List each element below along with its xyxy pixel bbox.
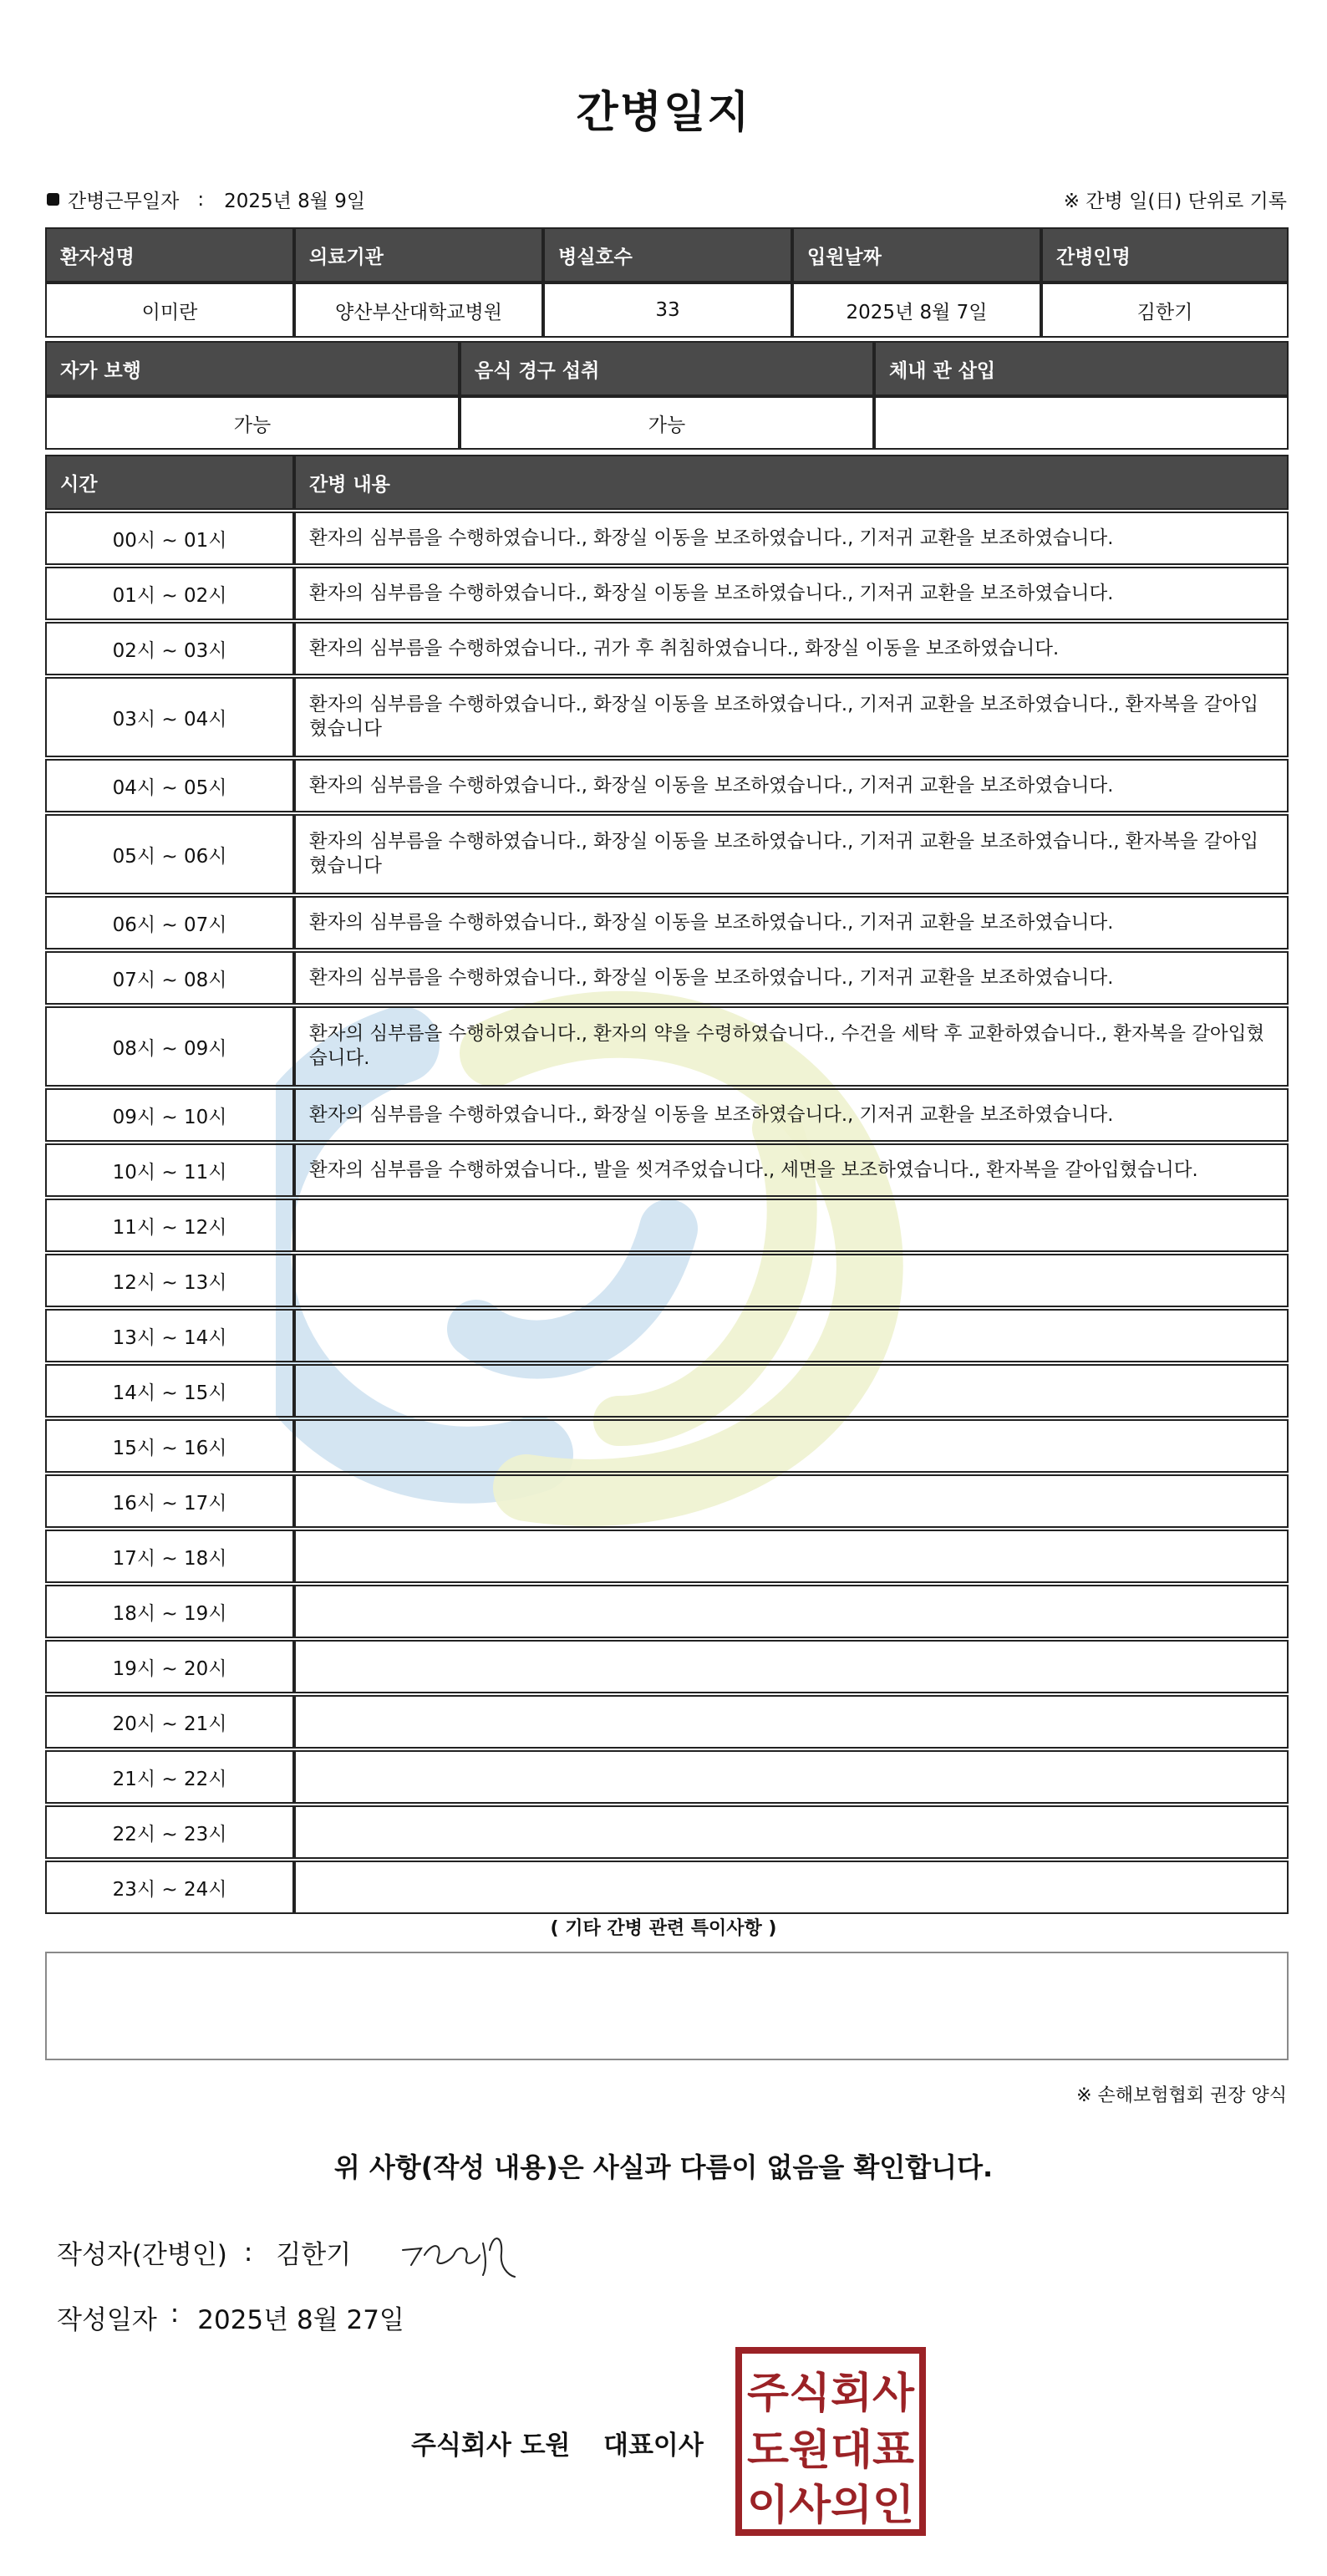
writer-name: 김한기 [276,2240,352,2270]
log-row [45,896,1289,949]
log-header-content: 간병 내용 [294,455,1289,510]
room-number: 33 [543,283,792,338]
log-content: 환자의 심부름을 수행하였습니다., 화장실 이동을 보조하였습니다., 기저귀 교환을 보조하였습니다., 환자복을 갈아입혔습니다 [294,814,1289,894]
log-time: 09시 ~ 10시 [45,1088,294,1142]
status-header-cell: 음식 경구 섭취 [460,341,874,396]
status-header-row [45,341,1289,396]
log-content: 환자의 심부름을 수행하였습니다., 환자의 약을 수령하였습니다., 수건을 세탁 후 교환하였습니다., 환자복을 갈아입혔습니다. [294,1006,1289,1087]
svg-text:이사의인: 이사의인 [747,2481,914,2529]
log-time: 16시 ~ 17시 [45,1474,294,1528]
log-row [45,1805,1289,1859]
log-content [294,1640,1289,1693]
work-date-value: 2025년 8월 9일 [224,191,366,212]
log-time: 07시 ~ 08시 [45,951,294,1005]
log-time: 04시 ~ 05시 [45,759,294,812]
company-name: 주식회사 도원 [411,2431,571,2461]
log-time: 06시 ~ 07시 [45,896,294,949]
log-content [294,1530,1289,1583]
log-time: 10시 ~ 11시 [45,1143,294,1197]
walking-status: 가능 [45,396,460,450]
log-row [45,1006,1289,1087]
log-content [294,1750,1289,1804]
svg-text:도원대표: 도원대표 [747,2426,915,2474]
ceo-label: 대표이사 [603,2431,704,2461]
form-note: ※ 손해보험협회 권장 양식 [1076,2085,1287,2106]
admission-date: 2025년 8월 7일 [792,283,1041,338]
log-row [45,1861,1289,1914]
svg-text:주식회사: 주식회사 [747,2369,915,2417]
log-content: 환자의 심부름을 수행하였습니다., 화장실 이동을 보조하였습니다., 기저귀 교환을 보조하였습니다. [294,951,1289,1005]
work-date-colon: : [197,188,205,211]
page-title: 간병일지 [576,88,751,138]
hospital-name: 양산부산대학교병원 [294,283,543,338]
patient-header-cell: 입원날짜 [792,227,1041,283]
log-time: 13시 ~ 14시 [45,1309,294,1362]
tube-insertion-status [874,396,1289,450]
log-content [294,1585,1289,1638]
log-time: 22시 ~ 23시 [45,1805,294,1859]
log-row [45,567,1289,620]
confirmation-statement: 위 사항(작성 내용)은 사실과 다름이 없음을 확인합니다. [333,2151,994,2183]
signature-image [399,2225,541,2283]
status-value-row [45,396,1289,450]
log-content [294,1419,1289,1473]
log-row [45,814,1289,894]
log-content: 환자의 심부름을 수행하였습니다., 화장실 이동을 보조하였습니다., 기저귀 교환을 보조하였습니다. [294,567,1289,620]
log-content [294,1474,1289,1528]
log-row [45,1143,1289,1197]
log-row [45,512,1289,565]
remarks-title: ( 기타 간병 관련 특이사항 ) [550,1918,777,1939]
log-time: 23시 ~ 24시 [45,1861,294,1914]
log-row [45,1474,1289,1528]
log-row [45,1088,1289,1142]
company-seal-stamp [735,2347,926,2536]
log-content: 환자의 심부름을 수행하였습니다., 화장실 이동을 보조하였습니다., 기저귀 교환을 보조하였습니다. [294,759,1289,812]
log-time: 12시 ~ 13시 [45,1254,294,1307]
log-row [45,1640,1289,1693]
log-time: 05시 ~ 06시 [45,814,294,894]
log-time: 14시 ~ 15시 [45,1364,294,1418]
log-content: 환자의 심부름을 수행하였습니다., 화장실 이동을 보조하였습니다., 기저귀 교환을 보조하였습니다., 환자복을 갈아입혔습니다 [294,677,1289,757]
log-header-row [45,455,1289,510]
log-time: 01시 ~ 02시 [45,567,294,620]
written-date-value: 2025년 8월 27일 [197,2305,404,2335]
patient-header-cell: 병실호수 [543,227,792,283]
log-content: 환자의 심부름을 수행하였습니다., 화장실 이동을 보조하였습니다., 기저귀 교환을 보조하였습니다. [294,1088,1289,1142]
writer-label: 작성자(간병인) [57,2240,227,2270]
log-header-time: 시간 [45,455,294,510]
patient-name: 이미란 [45,283,294,338]
written-date-line [57,2299,404,2336]
log-content [294,1805,1289,1859]
writer-line [57,2233,351,2271]
log-row [45,759,1289,812]
log-time: 21시 ~ 22시 [45,1750,294,1804]
written-date-label: 작성일자 [57,2305,157,2335]
log-row [45,622,1289,675]
caregiver-name: 김한기 [1041,283,1289,338]
log-content: 환자의 심부름을 수행하였습니다., 화장실 이동을 보조하였습니다., 기저귀 교환을 보조하였습니다. [294,896,1289,949]
log-time: 02시 ~ 03시 [45,622,294,675]
log-row [45,1309,1289,1362]
log-row [45,1750,1289,1804]
written-date-colon: : [170,2299,180,2329]
log-time: 20시 ~ 21시 [45,1695,294,1749]
log-time: 08시 ~ 09시 [45,1006,294,1087]
log-content: 환자의 심부름을 수행하였습니다., 화장실 이동을 보조하였습니다., 기저귀 교환을 보조하였습니다. [294,512,1289,565]
log-row [45,951,1289,1005]
log-content [294,1309,1289,1362]
log-time: 18시 ~ 19시 [45,1585,294,1638]
log-row [45,677,1289,757]
status-header-cell: 자가 보행 [45,341,460,396]
log-row [45,1254,1289,1307]
log-row [45,1695,1289,1749]
log-row [45,1530,1289,1583]
unit-note: ※ 간병 일(日) 단위로 기록 [1063,191,1287,212]
log-row [45,1364,1289,1418]
patient-header-row [45,227,1289,283]
log-time: 15시 ~ 16시 [45,1419,294,1473]
work-date-label: 간병근무일자 [68,191,180,212]
patient-header-cell: 간병인명 [1041,227,1289,283]
patient-header-cell: 환자성명 [45,227,294,283]
log-time: 00시 ~ 01시 [45,512,294,565]
log-time: 03시 ~ 04시 [45,677,294,757]
work-date-line [47,186,365,213]
log-content: 환자의 심부름을 수행하였습니다., 귀가 후 취침하였습니다., 화장실 이동을 보조하였습니다. [294,622,1289,675]
log-content [294,1861,1289,1914]
writer-colon: : [243,2237,253,2268]
log-content [294,1364,1289,1418]
patient-value-row [45,283,1289,338]
log-content [294,1254,1289,1307]
bullet-square-icon [47,193,59,206]
log-content [294,1695,1289,1749]
log-row [45,1419,1289,1473]
oral-intake-status: 가능 [460,396,874,450]
log-time: 17시 ~ 18시 [45,1530,294,1583]
log-content [294,1199,1289,1252]
log-content: 환자의 심부름을 수행하였습니다., 발을 씻겨주었습니다., 세면을 보조하였습니다., 환자복을 갈아입혔습니다. [294,1143,1289,1197]
remarks-box [45,1952,1289,2060]
patient-header-cell: 의료기관 [294,227,543,283]
log-time: 19시 ~ 20시 [45,1640,294,1693]
status-header-cell: 체내 관 삽입 [874,341,1289,396]
log-time: 11시 ~ 12시 [45,1199,294,1252]
log-row [45,1585,1289,1638]
log-row [45,1199,1289,1252]
